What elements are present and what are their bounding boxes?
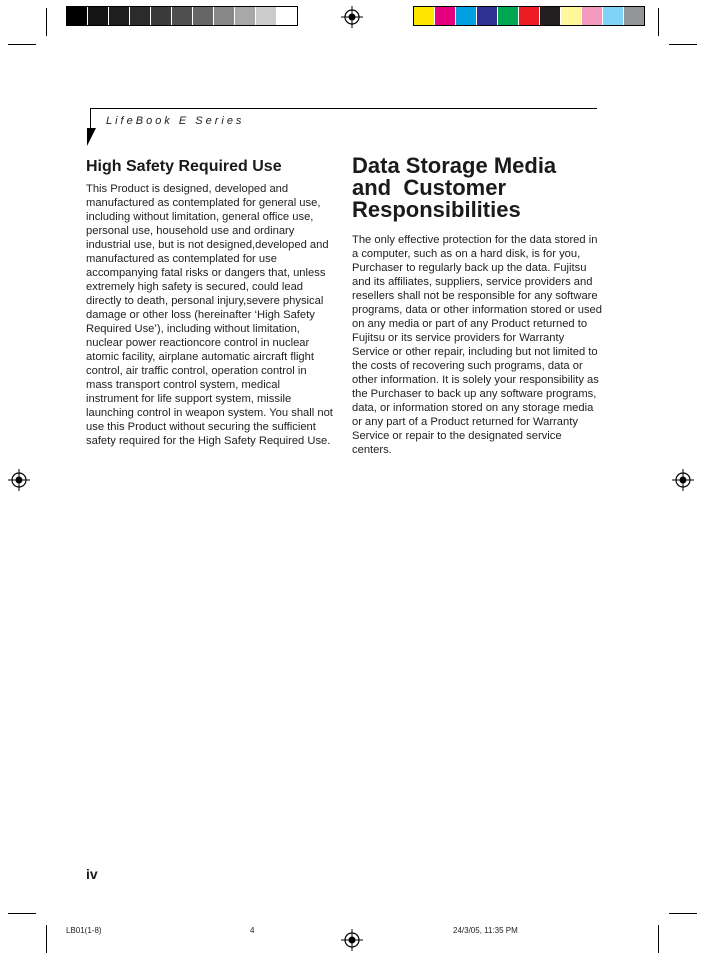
color-swatch <box>109 7 129 25</box>
color-swatch <box>477 7 497 25</box>
process-color-bar <box>413 6 645 26</box>
color-swatch <box>193 7 213 25</box>
section-title <box>352 155 602 221</box>
crop-mark <box>46 8 47 36</box>
section-title-line: Responsibilities <box>352 197 521 222</box>
color-swatch <box>498 7 518 25</box>
color-swatch <box>172 7 192 25</box>
gray-ramp-color-bar <box>66 6 298 26</box>
section-title-line: and Customer <box>352 175 507 200</box>
crop-mark <box>8 913 36 914</box>
color-swatch <box>130 7 150 25</box>
footer-timestamp: 24/3/05, 11:35 PM <box>453 926 518 935</box>
section-body: This Product is designed, developed and manufactured as contemplated for general use, including without limitation, general office use, personal use, household use and ordinary industrial use, but is not designed,developed and manufactured as contemplated for use accompanying fatal risks or dangers that, unless extremely high safety is secured, could lead directly to death, personal injury,severe physical damage or other loss (hereinafter ‘High Safety Required Use’), including without limitation, nuclear power reactioncore control in nuclear atomic facility, airplane automatic aircraft flight control, air traffic control, operation control in mass transport control system, medical instrument for life support system, missile launching control in weapon system. You shall not use this Product without securing the sufficient safety required for the High Safety Required Use. <box>86 183 333 447</box>
color-swatch <box>519 7 539 25</box>
color-swatch <box>256 7 276 25</box>
color-swatch <box>603 7 623 25</box>
color-swatch <box>151 7 171 25</box>
section-title-line: Data Storage Media <box>352 153 557 178</box>
color-swatch <box>235 7 255 25</box>
section-heading: High Safety Required Use <box>86 158 282 175</box>
running-header-title: LifeBook E Series <box>106 115 245 127</box>
color-swatch <box>67 7 87 25</box>
color-swatch <box>435 7 455 25</box>
footer-sheet-number: 4 <box>250 926 255 935</box>
crop-mark <box>669 44 697 45</box>
registration-mark-icon <box>8 469 30 491</box>
color-swatch <box>456 7 476 25</box>
color-swatch <box>214 7 234 25</box>
page-number: iv <box>86 866 98 882</box>
color-swatch <box>561 7 581 25</box>
color-swatch <box>540 7 560 25</box>
header-vertical-rule <box>90 108 91 130</box>
footer-file-name: LB01(1-8) <box>66 926 102 935</box>
crop-mark <box>8 44 36 45</box>
crop-mark <box>46 925 47 953</box>
color-swatch <box>624 7 644 25</box>
color-swatch <box>277 7 297 25</box>
color-swatch <box>88 7 108 25</box>
header-rule <box>90 108 597 109</box>
crop-mark <box>658 8 659 36</box>
crop-mark <box>669 913 697 914</box>
registration-mark-icon <box>341 929 363 951</box>
color-swatch <box>582 7 602 25</box>
registration-mark-icon <box>672 469 694 491</box>
data-storage-section <box>352 155 602 457</box>
header-triangle-icon <box>87 128 96 146</box>
section-body: The only effective protection for the data stored in a computer, such as on a hard disk, is for you, Purchaser to regularly back up the data. Fujitsu and its affiliates, suppliers, service providers and resellers shall not be responsible for any software programs, data or other information stored or used on any media or part of any Product returned to Fujitsu or its service providers for Warranty Service or other repair, including but not limited to the costs of recovering such programs, data or other information. It is solely your responsibility as the Purchaser to back up any software programs, data, or information stored on any storage media or any part of a Product returned for Warranty Service or repair to the designated service centers. <box>352 234 602 456</box>
color-swatch <box>414 7 434 25</box>
crop-mark <box>658 925 659 953</box>
registration-mark-icon <box>341 6 363 28</box>
high-safety-section <box>86 158 334 448</box>
